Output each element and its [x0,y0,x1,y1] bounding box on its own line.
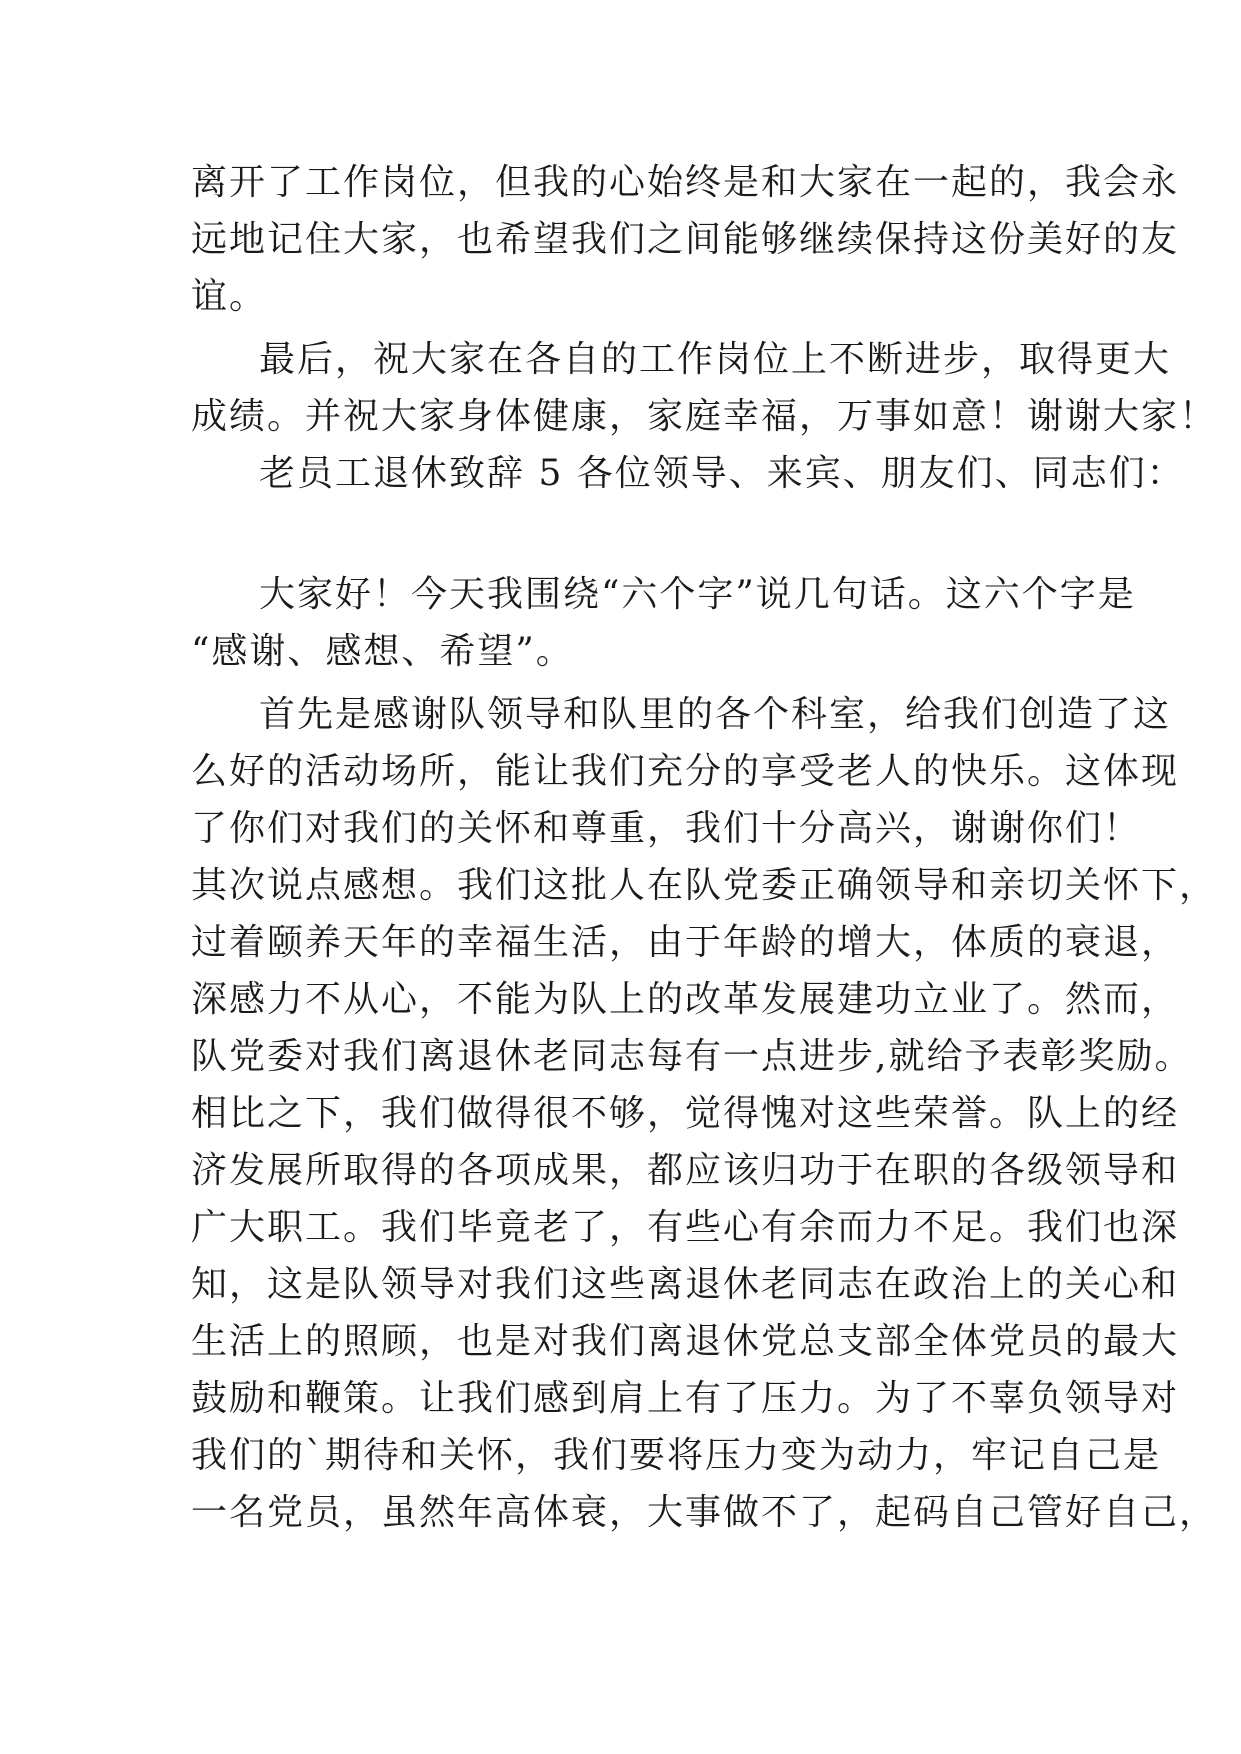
text-line: 生活上的照顾，也是对我们离退休党总支部全体党员的最大 [191,1321,1180,1362]
text-line: 大家好！今天我围绕“六个字”说几句话。这六个字是 [259,574,1136,615]
text-line: 成绩。并祝大家身体健康，家庭幸福，万事如意！谢谢大家！ [191,396,1218,437]
text-line: 老员工退休致辞 5 各位领导、来宾、朋友们、同志们： [259,453,1185,494]
text-line: 离开了工作岗位，但我的心始终是和大家在一起的，我会永 [191,162,1180,203]
text-line: 鼓励和鞭策。让我们感到肩上有了压力。为了不辜负领导对 [191,1378,1180,1419]
text-line: 谊。 [191,276,268,317]
text-line: 深感力不从心，不能为队上的改革发展建功立业了。然而， [191,979,1180,1020]
text-line: 么好的活动场所，能让我们充分的享受老人的快乐。这体现 [191,751,1180,792]
text-line: 最后，祝大家在各自的工作岗位上不断进步，取得更大 [259,339,1172,380]
text-line: 其次说点感想。我们这批人在队党委正确领导和亲切关怀下， [191,865,1218,906]
text-line: 相比之下，我们做得很不够，觉得愧对这些荣誉。队上的经 [191,1093,1180,1134]
text-line: 一名党员，虽然年高体衰，大事做不了，起码自己管好自己， [191,1492,1218,1533]
text-line: “感谢、感想、希望”。 [191,631,574,672]
text-line: 了你们对我们的关怀和尊重，我们十分高兴，谢谢你们！ [191,808,1142,849]
text-line: 知，这是队领导对我们这些离退休老同志在政治上的关心和 [191,1264,1180,1305]
text-line: 远地记住大家，也希望我们之间能够继续保持这份美好的友 [191,219,1180,260]
text-line: 广大职工。我们毕竟老了，有些心有余而力不足。我们也深 [191,1207,1180,1248]
text-line: 我们的`期待和关怀，我们要将压力变为动力，牢记自己是 [191,1435,1162,1476]
text-line: 首先是感谢队领导和队里的各个科室，给我们创造了这 [259,694,1172,735]
text-line: 队党委对我们离退休老同志每有一点进步,就给予表彰奖励。 [191,1036,1193,1077]
text-line: 济发展所取得的各项成果，都应该归功于在职的各级领导和 [191,1150,1180,1191]
text-line: 过着颐养天年的幸福生活，由于年龄的增大，体质的衰退， [191,922,1180,963]
